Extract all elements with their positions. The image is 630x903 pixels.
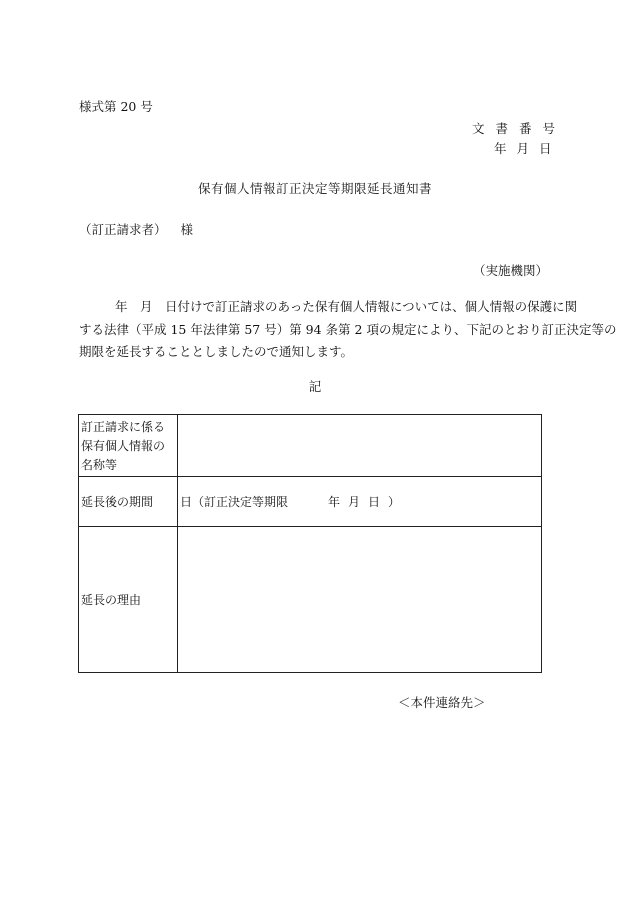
info-name-label: 訂正請求に係る保有個人情報の名称等: [79, 415, 178, 477]
ki-heading: 記: [308, 379, 322, 394]
addressee-honorific: 様: [180, 222, 194, 237]
table-row: [79, 527, 542, 673]
contact-info: ＜本件連絡先＞: [398, 695, 486, 710]
extension-reason-label: 延長の理由: [79, 527, 178, 673]
body-line-2: する法律（平成 15 年法律第 57 号）第 94 条第 2 項の規定により、下記のとおり訂正決定等の: [79, 321, 617, 337]
details-table: [78, 414, 542, 673]
table-row: [79, 477, 542, 527]
document-number-label: 文書番号: [472, 121, 567, 136]
info-name-value: [178, 415, 542, 477]
page-title: 保有個人情報訂正決定等期限延長通知書: [197, 181, 432, 196]
body-line-3: 期限を延長することとしましたので通知します。: [79, 344, 354, 359]
table-row: [79, 415, 542, 477]
extended-period-date: 年月日）: [328, 495, 409, 509]
extended-period-label: 延長後の期間: [79, 477, 178, 527]
notice-body: [79, 296, 617, 364]
extended-period-value: [178, 477, 542, 527]
extension-reason-value: [178, 527, 542, 673]
form-number: 様式第 20 号: [79, 99, 153, 114]
extended-period-prefix: 日（訂正決定等期限: [180, 495, 289, 509]
implementing-agency: （実施機関）: [472, 263, 548, 278]
addressee-label: （訂正請求者）: [79, 222, 167, 237]
body-line-1: 年 月 日付けで訂正請求のあった保有個人情報については、個人情報の保護に関: [115, 299, 578, 314]
addressee: [79, 220, 193, 238]
document-date-label: 年月日: [494, 141, 562, 156]
